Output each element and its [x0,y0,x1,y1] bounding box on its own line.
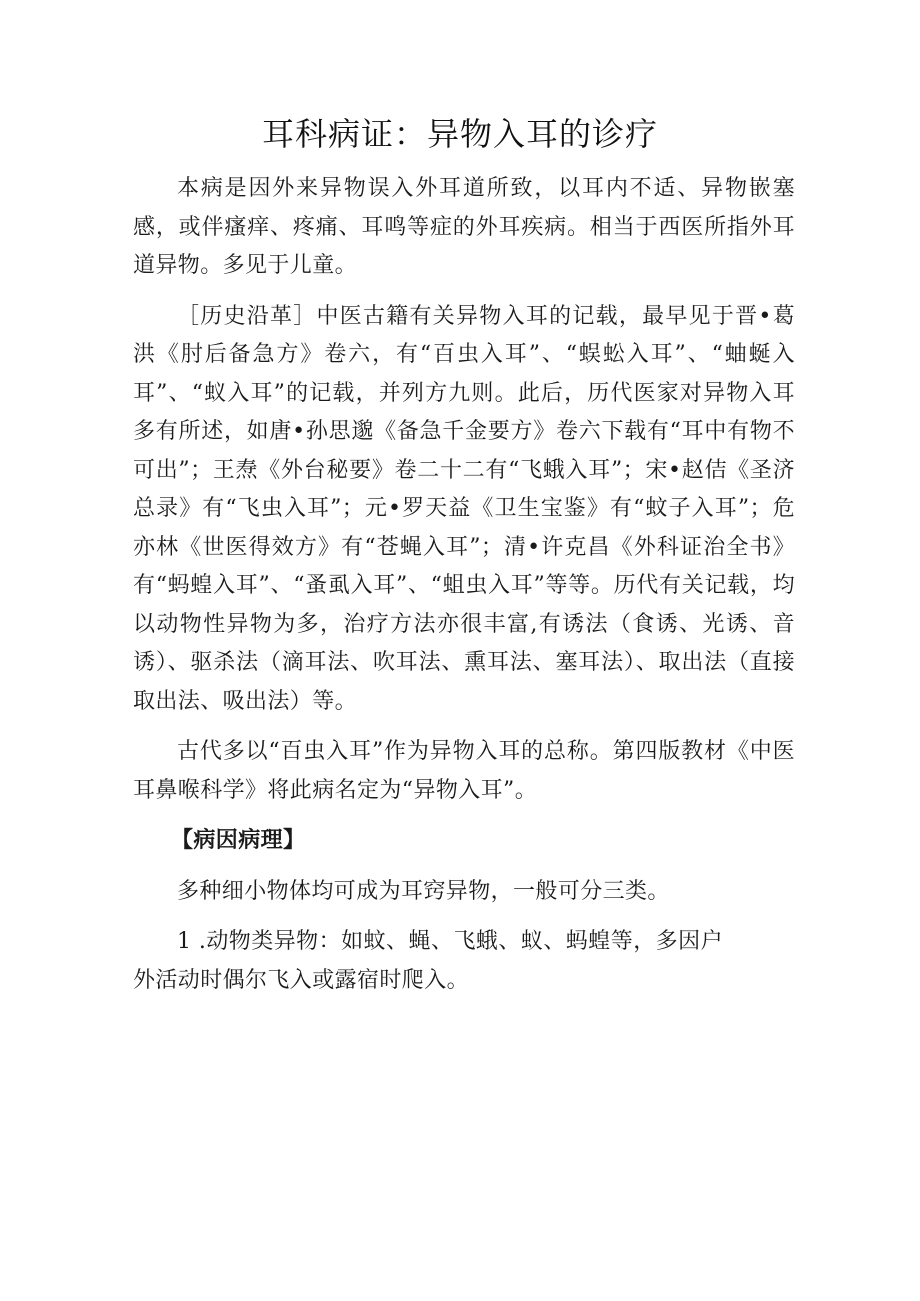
naming-paragraph: 古代多以“百虫入耳”作为异物入耳的总称。第四版教材《中医耳鼻喉科学》将此病名定为“异物入耳”。 [133,739,795,803]
section-heading: 【病因病理】 [171,828,306,853]
intro-paragraph: 本病是因外来异物误入外耳道所致，以耳内不适、异物嵌塞感，或伴瘙痒、疼痛、耳鸣等症的外耳疾病。相当于西医所指外耳道异物。多见于儿童。 [133,176,795,278]
document-title: 耳科病证：异物入耳的诊疗 [261,115,658,153]
animal-foreign-body-paragraph: 1 .动物类异物：如蚊、蝇、飞蛾、蚁、蚂蝗等，多因户外活动时偶尔飞入或露宿时爬入。 [133,929,723,993]
document-body [133,170,795,1012]
history-paragraph: ［历史沿革］中医古籍有关异物入耳的记载，最早见于晋•葛洪《肘后备急方》卷六，有“百虫入耳”、“蜈蚣入耳”、“蚰蜒入耳”、“蚁入耳”的记载，并列方九则。此后，历代医家对异物入耳多有所述，如唐•孙思邈《备急千金要方》卷六下载有“耳中有物不可出”；王焘《外台秘要》卷二十二有“飞蛾入耳”；宋•赵佶《圣济总录》有“飞虫入耳”；元•罗天益《卫生宝鉴》有“蚊子入耳”；危亦林《世医得效方》有“苍蝇入耳”；清•许克昌《外科证治全书》有“蚂蝗入耳”、“蚤虱入耳”、“蛆虫入耳”等等。历代有关记载，均以动物性异物为多，治疗方法亦很丰富,有诱法（食诱、光诱、音诱）、驱杀法（滴耳法、吹耳法、熏耳法、塞耳法）、取出法（直接取出法、吸出法）等。 [133,303,795,714]
classification-paragraph: 多种细小物体均可成为耳窍异物，一般可分三类。 [177,878,670,904]
